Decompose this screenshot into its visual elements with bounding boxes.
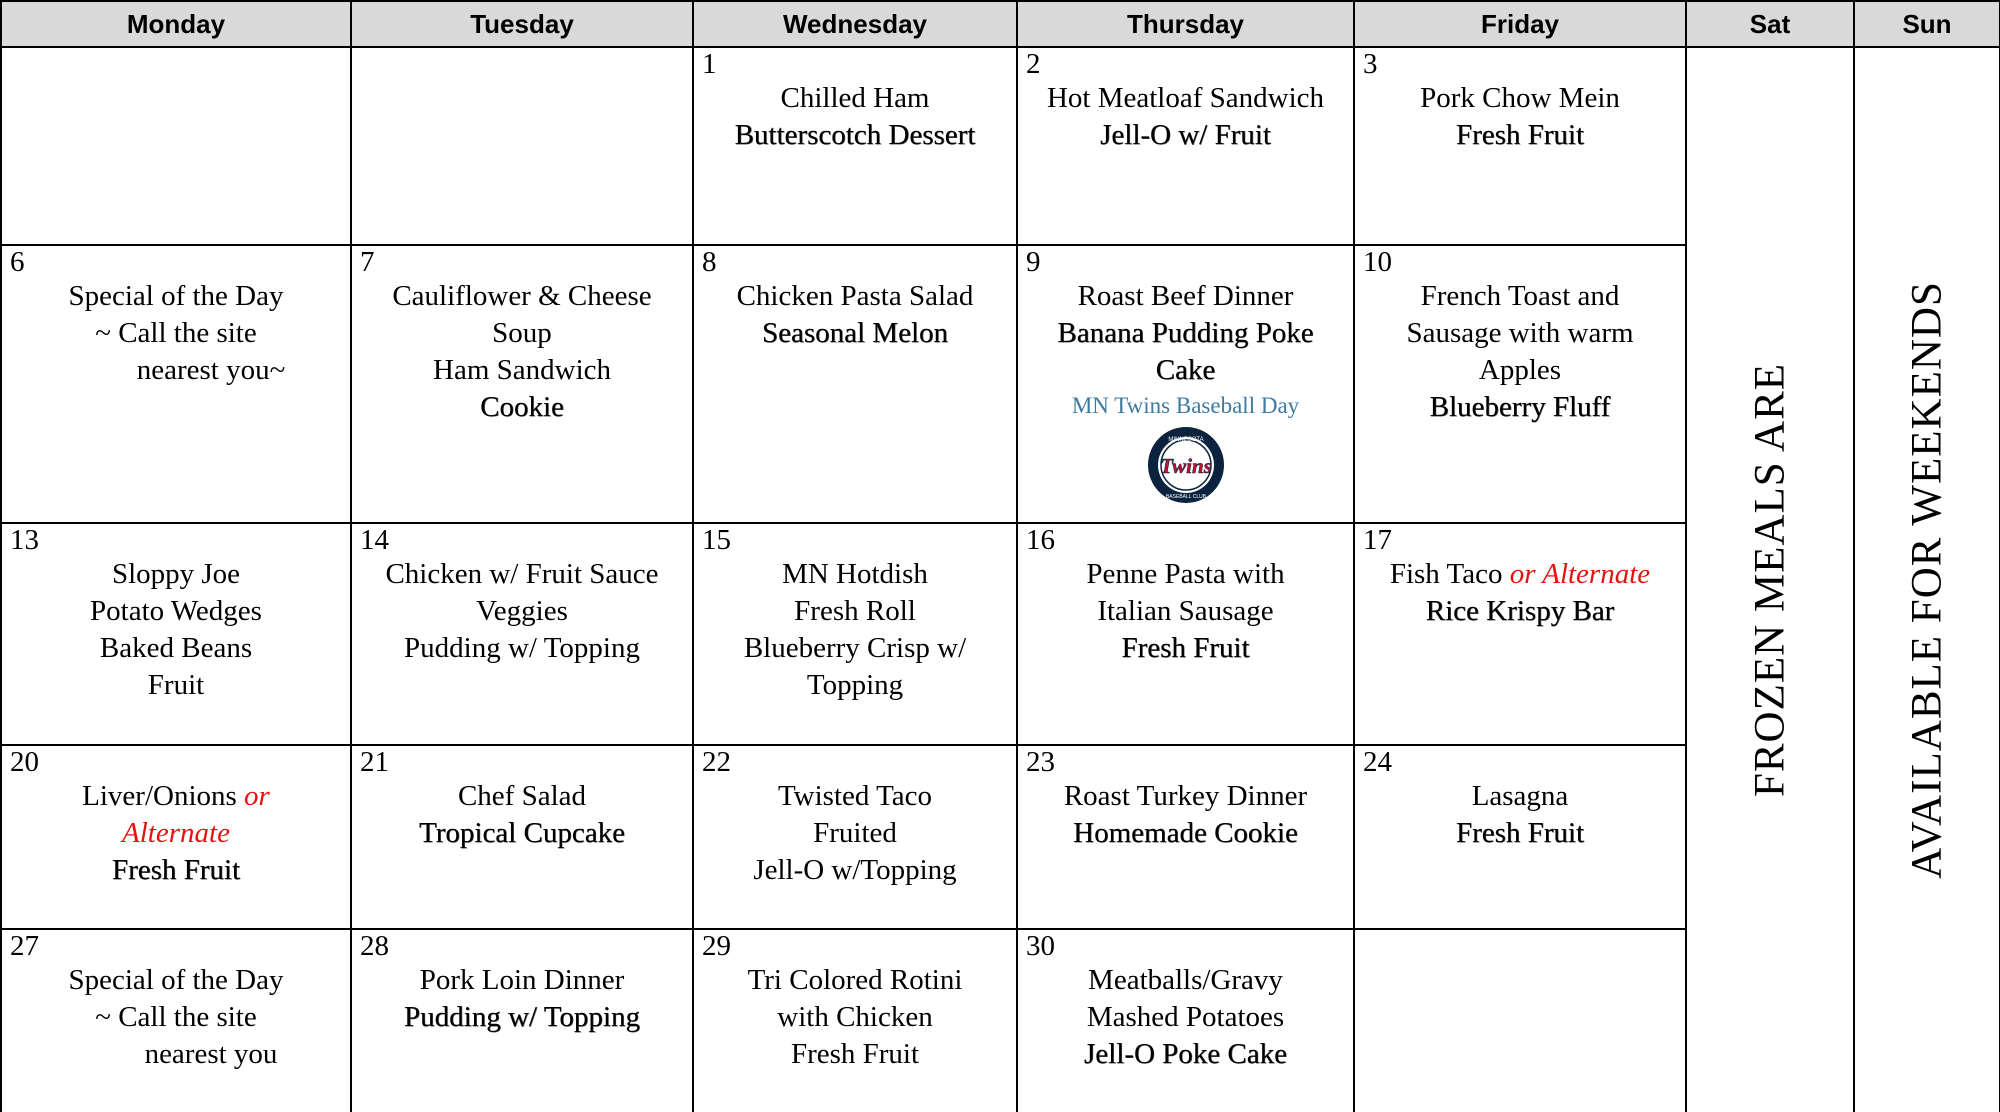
day-cell-thursday-2 [1017, 47, 1354, 245]
menu-item: Cauliflower & Cheese [392, 280, 652, 312]
menu-item: Baked Beans [99, 632, 253, 664]
menu-item: Blueberry Crisp w/ [743, 632, 967, 664]
menu-items [352, 278, 692, 426]
menu-item: Fresh Fruit [790, 1038, 920, 1070]
menu-item: Pork Loin Dinner [419, 964, 625, 996]
menu-item: Special of the Day [68, 280, 284, 312]
day-cell-friday-24 [1354, 745, 1686, 929]
day-number: 16 [1026, 524, 1055, 556]
day-number: 13 [10, 524, 39, 556]
day-number: 15 [702, 524, 731, 556]
header-sun: Sun [1854, 1, 2000, 47]
menu-item: Lasagna [1471, 780, 1569, 812]
menu-item: with Chicken [777, 1001, 933, 1033]
day-cell-tuesday-empty [351, 47, 693, 245]
menu-item: Roast Beef Dinner [1077, 280, 1294, 312]
menu-item-dessert: Cookie [480, 391, 564, 423]
menu-item: French Toast and [1420, 280, 1620, 312]
menu-items [1018, 556, 1353, 667]
day-number: 10 [1363, 246, 1392, 278]
menu-item: Sloppy Joe [111, 558, 241, 590]
event-label: MN Twins Baseball Day [1071, 393, 1300, 418]
minnesota-twins-logo-icon [1146, 425, 1226, 505]
day-number: 28 [360, 930, 389, 962]
menu-item: Veggies [476, 595, 568, 627]
menu-item: Liver/Onions or [82, 780, 270, 812]
day-number: 8 [702, 246, 717, 278]
day-cell-monday-27 [1, 929, 351, 1112]
svg-text:Twins: Twins [1159, 454, 1212, 478]
header-thursday: Thursday [1017, 1, 1354, 47]
menu-item: nearest you [144, 1038, 278, 1070]
day-cell-tuesday-28 [351, 929, 693, 1112]
menu-items [694, 80, 1016, 154]
menu-items [2, 778, 350, 889]
day-cell-thursday-30 [1017, 929, 1354, 1112]
menu-item: Chicken Pasta Salad [736, 280, 974, 312]
menu-item: Chilled Ham [780, 82, 930, 114]
day-number: 27 [10, 930, 39, 962]
menu-item: Potato Wedges [90, 595, 262, 627]
menu-item: Twisted Taco [777, 780, 933, 812]
menu-items [1018, 778, 1353, 852]
header-sat: Sat [1686, 1, 1854, 47]
menu-item-dessert: Jell-O Poke Cake [1084, 1038, 1287, 1070]
day-cell-thursday-9 [1017, 245, 1354, 523]
menu-items [352, 556, 692, 667]
menu-item-dessert: Fresh Fruit [111, 854, 241, 886]
menu-item: Pork Chow Mein [1420, 82, 1620, 114]
day-number: 2 [1026, 48, 1041, 80]
day-cell-monday-empty [1, 47, 351, 245]
menu-items [2, 556, 350, 704]
header-tuesday: Tuesday [351, 1, 693, 47]
menu-items [694, 778, 1016, 889]
menu-items [352, 778, 692, 852]
menu-item-dessert: Cake [1155, 354, 1216, 386]
alternate-option: or Alternate [1509, 558, 1651, 590]
menu-items [694, 556, 1016, 704]
alternate-option: Alternate [122, 817, 230, 849]
menu-item: Special of the Day [68, 964, 284, 996]
menu-item: Chef Salad [457, 780, 587, 812]
menu-item-dessert: Seasonal Melon [761, 317, 949, 349]
menu-item: ~ Call the site [95, 317, 257, 349]
day-cell-thursday-16 [1017, 523, 1354, 745]
menu-item: Jell-O w/Topping [753, 854, 957, 886]
day-cell-friday-10 [1354, 245, 1686, 523]
menu-items [1355, 556, 1685, 630]
menu-item: Soup [492, 317, 552, 349]
day-cell-monday-6 [1, 245, 351, 523]
calendar-body [1, 47, 2000, 1112]
menu-item: Hot Meatloaf Sandwich [1046, 82, 1325, 114]
day-number: 6 [10, 246, 25, 278]
menu-item: Pudding w/ Topping [404, 632, 640, 664]
menu-item: Italian Sausage [1097, 595, 1274, 627]
menu-item [8, 815, 344, 852]
weekday-header-row [1, 1, 2000, 47]
header-friday: Friday [1354, 1, 1686, 47]
menu-item-dessert: Banana Pudding Poke [1057, 317, 1314, 349]
day-cell-monday-13 [1, 523, 351, 745]
menu-items [2, 278, 350, 389]
menu-items [1018, 962, 1353, 1073]
day-number: 9 [1026, 246, 1041, 278]
menu-item: Penne Pasta with [1086, 558, 1285, 590]
menu-item-dessert: Fresh Fruit [1455, 817, 1585, 849]
day-number: 20 [10, 746, 39, 778]
menu-item-dessert: Butterscotch Dessert [734, 119, 976, 151]
day-number: 23 [1026, 746, 1055, 778]
menu-item: Apples [1478, 354, 1562, 386]
day-number: 22 [702, 746, 731, 778]
day-cell-tuesday-14 [351, 523, 693, 745]
frozen-meals-text: FROZEN MEALS ARE [1746, 362, 1794, 798]
weekend-sun-cell [1854, 47, 2000, 1112]
day-cell-tuesday-7 [351, 245, 693, 523]
day-cell-friday-empty [1354, 929, 1686, 1112]
menu-items [694, 278, 1016, 352]
header-monday: Monday [1, 1, 351, 47]
menu-items [352, 962, 692, 1036]
menu-item: Meatballs/Gravy [1088, 964, 1283, 996]
menu-item: Ham Sandwich [433, 354, 611, 386]
day-cell-wednesday-22 [693, 745, 1017, 929]
menu-item: Sausage with warm [1406, 317, 1634, 349]
day-number: 3 [1363, 48, 1378, 80]
day-number: 7 [360, 246, 375, 278]
menu-item: MN Hotdish [782, 558, 928, 590]
day-number: 29 [702, 930, 731, 962]
day-cell-tuesday-21 [351, 745, 693, 929]
menu-items [694, 962, 1016, 1073]
week-row [1, 47, 2000, 245]
menu-item: Fresh Roll [794, 595, 916, 627]
menu-item: Fish Taco or Alternate [1389, 558, 1651, 590]
menu-item: nearest you~ [136, 354, 286, 386]
day-cell-thursday-23 [1017, 745, 1354, 929]
menu-item: Mashed Potatoes [1086, 1001, 1285, 1033]
day-number: 24 [1363, 746, 1392, 778]
alternate-option: or [244, 780, 270, 812]
svg-text:BASEBALL CLUB: BASEBALL CLUB [1165, 494, 1206, 500]
menu-item-dessert: Fresh Fruit [1121, 632, 1250, 664]
menu-items [1018, 80, 1353, 154]
menu-items [1355, 80, 1685, 154]
menu-item-dessert: Jell-O w/ Fruit [1100, 119, 1271, 151]
day-cell-friday-3 [1354, 47, 1686, 245]
weekend-sat-cell [1686, 47, 1854, 1112]
day-cell-wednesday-8 [693, 245, 1017, 523]
menu-items [1355, 278, 1685, 426]
available-weekends-text: AVAILABLE FOR WEEKENDS [1903, 281, 1951, 879]
day-cell-monday-20 [1, 745, 351, 929]
menu-item-dessert: Blueberry Fluff [1429, 391, 1611, 423]
menu-item-dessert: Tropical Cupcake [419, 817, 625, 849]
menu-item: Topping [806, 669, 904, 701]
day-number: 21 [360, 746, 389, 778]
day-number: 1 [702, 48, 717, 80]
day-number: 30 [1026, 930, 1055, 962]
menu-items [2, 962, 350, 1073]
svg-text:MINNESOTA: MINNESOTA [1167, 437, 1204, 443]
menu-items [1355, 778, 1685, 852]
header-wednesday: Wednesday [693, 1, 1017, 47]
menu-item-dessert: Rice Krispy Bar [1425, 595, 1615, 627]
day-cell-wednesday-15 [693, 523, 1017, 745]
day-number: 17 [1363, 524, 1392, 556]
menu-item: Chicken w/ Fruit Sauce [385, 558, 659, 590]
day-number: 14 [360, 524, 389, 556]
menu-item: ~ Call the site [95, 1001, 257, 1033]
menu-item: Fruit [147, 669, 205, 701]
day-cell-wednesday-29 [693, 929, 1017, 1112]
menu-item-dessert: Pudding w/ Topping [404, 1001, 640, 1033]
day-cell-wednesday-1 [693, 47, 1017, 245]
day-cell-friday-17 [1354, 523, 1686, 745]
menu-item-dessert: Fresh Fruit [1455, 119, 1585, 151]
menu-item: Fruited [813, 817, 897, 849]
menu-items [1018, 278, 1353, 505]
menu-item: Tri Colored Rotini [747, 964, 963, 996]
menu-item-dessert: Homemade Cookie [1073, 817, 1298, 849]
menu-item: Roast Turkey Dinner [1063, 780, 1308, 812]
